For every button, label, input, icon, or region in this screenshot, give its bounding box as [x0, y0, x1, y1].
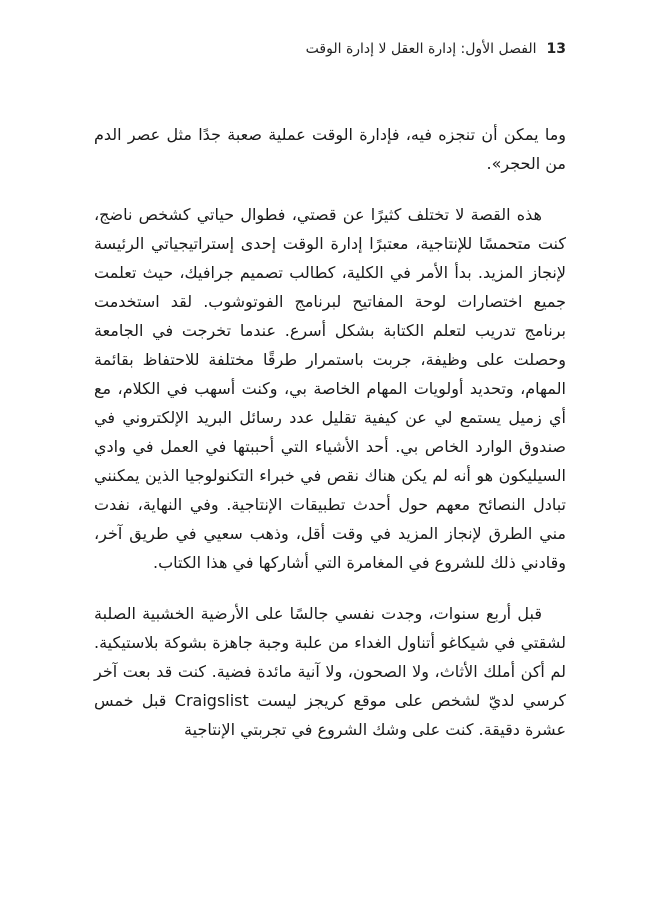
body-text — [94, 120, 566, 744]
paragraph-four-years-ago: قبل أربع سنوات، وجدت نفسي جالسًا على الأرضية الخشبية الصلبة لشقتي في شيكاغو أتناول الغداء من علبة وجبة جاهزة بشوكة بلاستيكية. لم أكن أملك الأثاث، ولا الصحون، ولا آنية مائدة فضية. كنت قد بعت آخر كرسي لديّ لشخص على موقع كريجز ليست Craigslist قبل خمس عشرة دقيقة. كنت على وشك الشروع في تجربتي الإنتاجية — [94, 604, 566, 739]
running-header — [60, 40, 566, 58]
page-number: 13 — [546, 41, 566, 57]
chapter-title: الفصل الأول: إدارة العقل لا إدارة الوقت — [305, 41, 537, 57]
paragraph-continued: وما يمكن أن تنجزه فيه، فإدارة الوقت عملية صعبة جدًا مثل عصر الدم من الحجر». — [94, 125, 566, 173]
paragraph-story: هذه القصة لا تختلف كثيرًا عن قصتي، فطوال حياتي كشخص ناضج، كنت متحمسًا للإنتاجية، معتبرًا إدارة الوقت إحدى إستراتيجياتي الرئيسة لإنجاز المزيد. بدأ الأمر في الكلية، كطالب تصميم جرافيك، حيث تعلمت جميع اختصارات لوحة المفاتيح لبرنامج الفوتوشوب. لقد استخدمت برنامج تدريب لتعلم الكتابة بشكل أسرع. عندما تخرجت في الجامعة وحصلت على وظيفة، جربت باستمرار طرقًا مختلفة للاحتفاظ بقائمة المهام، وتحديد أولويات المهام الخاصة بي، وكنت أسهب في الكلام، مع أي زميل يستمع لي عن كيفية تقليل عدد رسائل البريد الإلكتروني في صندوق الوارد الخاص بي. أحد الأشياء التي أحببتها في العمل في وادي السيليكون هو أنه لم يكن هناك نقص في خبراء التكنولوجيا الذين يمكنني تبادل النصائح معهم حول أحدث تطبيقات الإنتاجية. وفي النهاية، نفدت مني الطرق لإنجاز المزيد في وقت أقل، وذهب سعيي في طريق آخر، وقادني ذلك للشروع في المغامرة التي أشاركها في هذا الكتاب. — [94, 205, 566, 572]
